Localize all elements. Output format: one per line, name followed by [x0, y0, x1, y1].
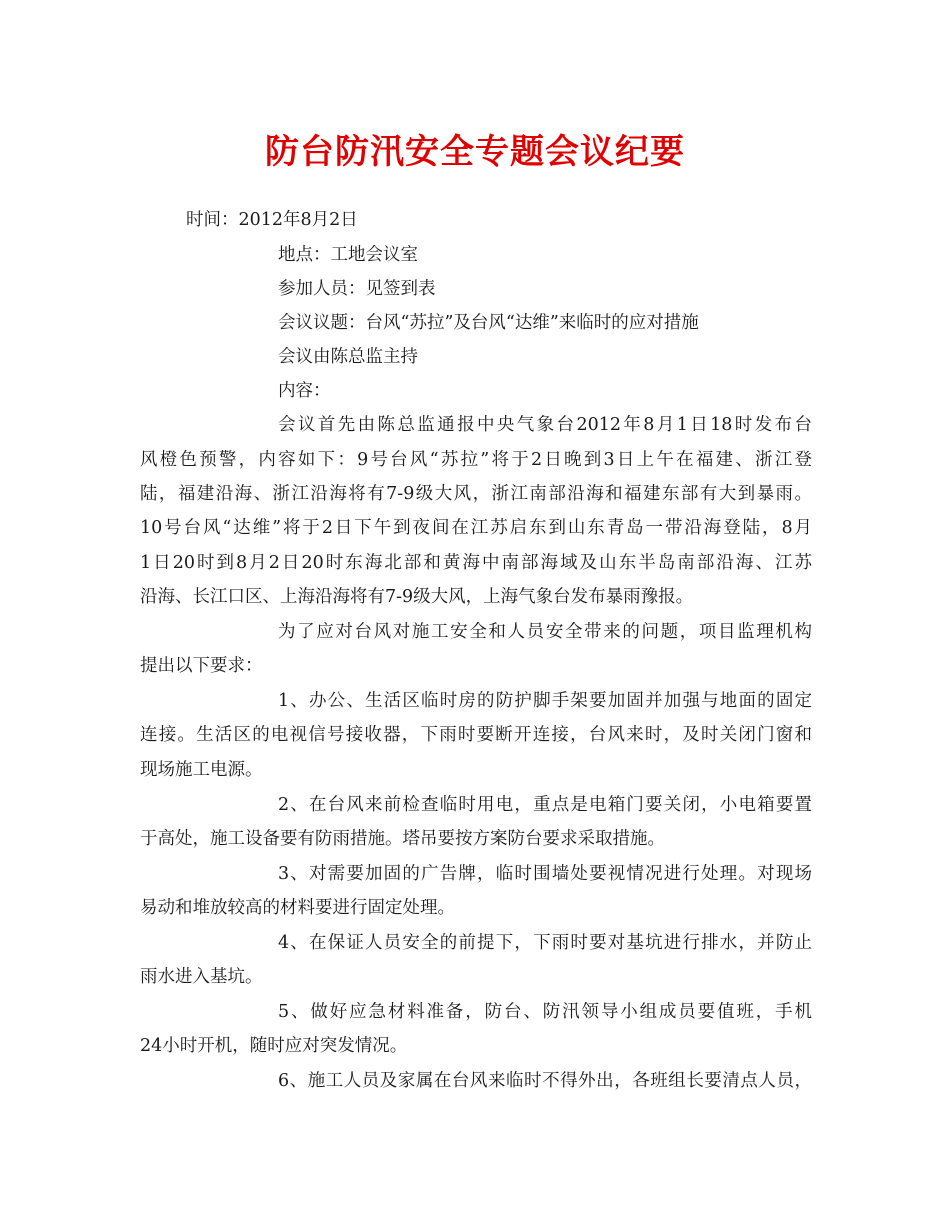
- meeting-host: 会议由陈总监主持: [278, 347, 418, 367]
- intro-line: 1日20时到8月2日20时东海北部和黄海中南部海域及山东半岛南部沿海、江苏: [140, 553, 812, 573]
- meeting-topic: 会议议题：台风“苏拉”及台风“达维”来临时的应对措施: [278, 313, 699, 333]
- requirement-item-1: 1、办公、生活区临时房的防护脚手架要加固并加强与地面的固定: [278, 691, 812, 711]
- requirements-intro-line: 提出以下要求：: [140, 656, 263, 676]
- document-title: 防台防汛安全专题会议纪要: [265, 132, 685, 172]
- requirement-item-5: 24小时开机，随时应对突发情况。: [140, 1036, 408, 1056]
- requirement-item-2: 于高处，施工设备要有防雨措施。塔吊要按方案防台要求采取措施。: [140, 829, 665, 849]
- intro-line: 风橙色预警，内容如下：9号台风“苏拉”将于2日晚到3日上午在福建、浙江登: [140, 450, 812, 470]
- requirement-item-4: 4、在保证人员安全的前提下，下雨时要对基坑进行排水，并防止: [278, 933, 812, 953]
- requirement-item-6: 6、施工人员及家属在台风来临时不得外出，各班组长要清点人员，: [278, 1071, 812, 1091]
- intro-line: 陆，福建沿海、浙江沿海将有7-9级大风，浙江南部沿海和福建东部有大到暴雨。: [140, 484, 812, 504]
- intro-line: 会议首先由陈总监通报中央气象台2012年8月1日18时发布台: [278, 415, 812, 435]
- requirement-item-2: 2、在台风来前检查临时用电，重点是电箱门要关闭，小电箱要置: [278, 795, 812, 815]
- meeting-attendees: 参加人员：见签到表: [278, 279, 436, 299]
- meeting-place: 地点：工地会议室: [278, 245, 418, 265]
- meeting-time: 时间：2012年8月2日: [186, 210, 358, 230]
- requirement-item-1: 现场施工电源。: [140, 760, 263, 780]
- requirements-intro-line: 为了应对台风对施工安全和人员安全带来的问题，项目监理机构: [278, 622, 812, 642]
- requirement-item-1: 连接。生活区的电视信号接收器，下雨时要断开连接，台风来时，及时关闭门窗和: [140, 725, 812, 745]
- requirement-item-4: 雨水进入基坑。: [140, 967, 263, 987]
- intro-line: 沿海、长江口区、上海沿海将有7-9级大风，上海气象台发布暴雨豫报。: [140, 587, 694, 607]
- content-label: 内容：: [278, 381, 331, 401]
- requirement-item-5: 5、做好应急材料准备，防台、防汛领导小组成员要值班，手机: [278, 1002, 812, 1022]
- requirement-item-3: 易动和堆放较高的材料要进行固定处理。: [140, 898, 455, 918]
- requirement-item-3: 3、对需要加固的广告牌，临时围墙处要视情况进行处理。对现场: [278, 864, 812, 884]
- intro-line: 10号台风“达维”将于2日下午到夜间在江苏启东到山东青岛一带沿海登陆，8月: [140, 518, 812, 538]
